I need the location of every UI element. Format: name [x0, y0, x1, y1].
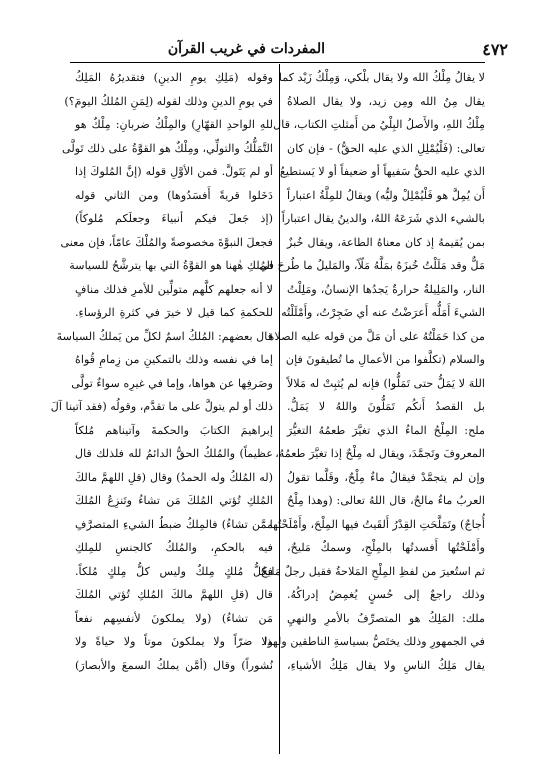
text-line: التَّمَلُّكُ والتولِّي، ومِلْكٌ هو القوَّةُ على ذلك تَولَّى	[62, 141, 273, 155]
right-column	[259, 66, 485, 677]
text-line: لا يقالُ مِلْكُ الله ولا يقال بلْكي، وَمِلْكُ زَيْد كما	[278, 71, 485, 84]
text-line: بالشيء الذي شَرَعَهُ اللهُ، والدينُ يقال اعتباراً	[281, 212, 485, 225]
text-line: الذي عليه الحقُّ سَفيهاً أو ضعيفاً أو لا يَستطيعُ	[279, 165, 485, 178]
running-title: المفردات في غريب القرآن	[167, 41, 325, 57]
left-column	[50, 66, 273, 677]
text-line: العربُ ماءٌ مالحٌ، قال اللهُ تعالى: (وهذا مِلْحٌ	[287, 494, 485, 507]
text-line: نُشوراً) وقال (أمَّن يملكُ السمعَ والأبصارَ)	[75, 658, 273, 672]
text-line: النار، والمَلِيلةُ حرارةٌ يَجدُها الإنسانُ، ومَلِلْتُ	[287, 282, 485, 296]
text-line: يقال مَلِكُ الناسِ ولا يقال مَلِكُ الأشياءِ،	[287, 658, 485, 672]
page-number: ٤٧٢	[482, 40, 508, 59]
text-line: المُلكِ تُؤتي المُلكَ مَن تشاءُ وتَنزِعُ المُلكَ	[75, 494, 273, 507]
text-line: في الجمهورِ وذلك يختَصُّ بسياسةِ الناطقين ولهذا	[263, 635, 485, 648]
text-line: ولا ضرّاً ولا يملكونَ موتاً ولا حياةً ولا	[75, 635, 273, 648]
text-line: مِلْكُ اللهِ، والأَصلُ البِلْيُ من أَمثلتِ الكتاب، قال	[273, 118, 485, 131]
text-line: الشيءَ أَمَلُّه أَعرَضْتُ عنه أي ضَجِرْتُ، وأَمْلَلْتُه	[281, 306, 485, 319]
text-line: وذلك راجعٌ إلى حُسنٍ يُغمِضُ إدراكُهُ.	[287, 588, 485, 601]
text-line: عظيماً) والمُلكُ الحقُّ الدائمُ لله فلذلك قال	[75, 447, 273, 460]
text-line: (له المُلكُ وله الحمدُ) وقال (قلِ اللهمَّ مالكَ	[75, 470, 273, 484]
text-line: للهِ الواحدِ القهّارِ) والمِلْكُ ضربانِ: مِلْكٌ هو	[75, 118, 273, 131]
text-line: ذلك أو لم يتولَّ على ما تقدَّم، وقولُه (فقد آتينا آلَ	[50, 400, 273, 413]
text-line: المُلكِ هٰهنا هو القوَّةُ التي بها يترشَّحُ للسياسة	[69, 259, 273, 272]
text-line: فكلُّ مُلكٍ مِلكٌ وليس كلُّ مِلكٍ مُلكاً.	[75, 564, 273, 578]
text-line: يقال مِنُ الله ومِن زيد، ولا يقال الصلاةُ	[287, 94, 485, 108]
text-line: اللهَ لا يَمَلُّ حتى تَمَلُّوا) فإنه لم يُثبِتْ له مَلالاً	[287, 376, 485, 390]
text-line: إما في نفسه وذلك بالتمكينِ من زِمامِ قُواهُ	[75, 353, 273, 366]
text-line: ملك: المَلِكُ هو المتصرِّفُ بالأمرِ والنهيِ	[287, 611, 485, 625]
text-line: تعالى: (فَلْيُمْلِلِ الذي عليه الحقُّ) - فإن كان	[287, 141, 485, 155]
text-line: ثم استُعيرَ من لفظِ المِلْحِ المَلاحةُ فقيل رجلٌ مَليحٌ	[260, 564, 485, 578]
text-line: مَن تشاءُ) (ولا يملكونَ لأنفسِهم نفعاً	[75, 611, 273, 625]
text-line: ممَّن تشاءُ) فالمِلكُ ضبطُ الشيءِ المتصرَّفِ	[75, 517, 273, 531]
text-line: بمن يُقيمهُ إذ كان معناهُ الطاعة، ويقال خُبزٌ	[287, 235, 485, 249]
text-line: بل القصدُ أَنكُم تَمَلُّونَ واللهُ لا يَمَلُّ.	[287, 400, 485, 413]
text-line: وقوله (مَلِكِ يومِ الدينِ) فتقديرُهُ المَلِكُ	[75, 71, 273, 84]
text-line: مَلٌّ وقد مَلَلْتُ خُبزَهُ بمَلَّهُ مَلّاً، والمَليلُ ما طُرحَ في	[259, 259, 485, 272]
text-line: والسلام (تكلَّفوا من الأعمالِ ما تُطيقونَ فإن	[285, 353, 485, 366]
page-header	[0, 40, 550, 62]
text-line: وأَمْلَحْتُها أَفسدتُها بالمِلْحِ، وسمكٌ مَليحٌ،	[287, 541, 485, 554]
text-line: في يومِ الدينِ وذلك لقوله (لِمَنِ المُلكُ اليومَ؟)	[64, 94, 273, 108]
text-line: ملح: المِلْحُ الماءُ الذي تغيَّرَ طعمُهُ التغيُّرَ	[287, 423, 485, 437]
text-line: إبراهيمَ الكتابَ والحكمةَ وآتيناهم مُلكاً	[75, 423, 273, 437]
text-line: وإن لم يتجمَّدْ فيقالُ ماءٌ مِلْحٌ، وقَلَّما تقولُ	[287, 470, 485, 484]
text-line: من كذا حَمَلْتُهُ على أن مَلَّ من قوله عليه الصلاة	[268, 329, 485, 343]
text-line: (إذ جَعلَ فيكم أنبياءَ وجعلَكم مُلوكاً)	[75, 212, 273, 225]
text-line: قال بعضهم: المُلكُ اسمٌ لكلِّ من يَملكُ السياسةَ	[56, 329, 273, 343]
text-line: لا أنه جعلهم كلَّهم متولِّين للأمرِ فذلك منافٍ	[75, 282, 273, 296]
text-line: أَن يُمِلَّ هو فَلْيُمْلِلْ وليُّه) ويقالُ للمِلَّةُ اعتباراً	[287, 188, 485, 202]
text-line: فجعلَ النبوَّةَ مخصوصةً والمُلْكَ عامّاً، فإن معنى	[60, 235, 273, 249]
header-rule	[70, 62, 485, 63]
text-line: دَخَلوا قريةً أَفسَدُوها) ومن الثاني قوله	[75, 188, 273, 202]
text-line: للحكمةِ كما قيل لا خيرَ في كثرةِ الرؤساءِ.	[75, 306, 273, 319]
text-line: أو لم يَتَولَّ. فمن الأوَّلِ قوله (إنَّ المُلوكَ إذا	[75, 165, 273, 178]
text-line: المعروفَ وتَجمَّدَ، ويقال له مِلْحٌ إذا تغيَّرَ طعمُهُ،	[275, 447, 485, 460]
column-divider	[279, 64, 280, 754]
text-line: فيه بالحكمِ، والمُلكُ كالجنسِ للمِلكِ	[75, 541, 273, 554]
text-line: قال (قلِ اللهمَّ مالكَ المُلكِ تُؤتي المُلكَ	[75, 588, 273, 601]
text-line: أُجاجٌ) وتَمَلَّحَتِ القِدْرُ أَلقَيتُ فيها المِلْحَ، وأَمْلَحْتُها	[269, 517, 485, 531]
text-line: وصَرفِها عن هواها، وإما في غيرِه سواءٌ تولَّى	[71, 376, 273, 390]
